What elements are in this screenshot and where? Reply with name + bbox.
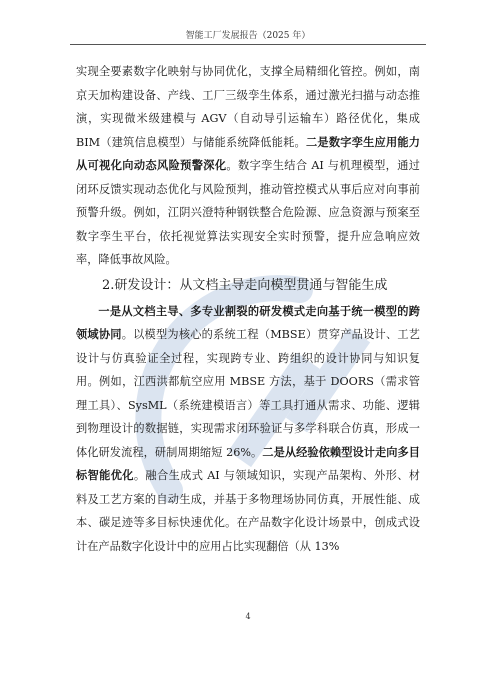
paragraph-text: 。以模型为核心的系统工程（MBSE）贯穿产品设计、工艺设计与仿真验证全过程，实现跨专业、跨组织的设计协同与知识复用。例如，江西洪都航空应用 MBSE 方法，基于 DOORS（需求管理工具）、SysML（系统建模语言）等工具打通从需求、功能、逻辑到物理设计的数据链，实现需求闭环验证与多学科联合仿真，形成一体化研发流程，研制周期缩短 26%。: [76, 328, 420, 459]
paragraph-rd-design: [76, 300, 420, 559]
paragraph-digital-twin: [76, 60, 420, 272]
paragraph-text: 。融合生成式 AI 与领域知识，实现产品架构、外形、材料及工艺方案的自动生成，并基于多物理场协同仿真，开展性能、成本、碳足迹等多目标快速优化。在产品数字化设计场景中，创成式设计在产品数字化设计中的应用占比实现翻倍（从 13%: [76, 469, 420, 553]
page-header: 智能工厂发展报告（2025 年）: [185, 31, 311, 41]
bold-lead: 一是从文档主导、多专业割裂的研发模式走向基于统一模型的跨领域协同: [76, 304, 420, 341]
bold-lead: 二是数字孪生应用能力从可视化向动态风险预警深化: [76, 135, 420, 172]
section-heading: 2.研发设计：从文档主导走向模型贯通与智能生成: [102, 277, 388, 293]
bold-lead: 二是从经验依赖型设计走向多目标智能优化: [76, 445, 420, 482]
paragraph-text: 。数字孪生结合 AI 与机理模型，通过闭环反馈实现动态优化与风险预判，推动管控模式从事后应对向事前预警升级。例如，江阴兴澄特种钢铁整合危险源、应急资源与预案至数字孪生平台，依托视觉算法实现安全实时预警，提升应急响应效率，降低事故风险。: [76, 159, 420, 266]
paragraph-text: 实现全要素数字化映射与协同优化，支撑全局精细化管控。例如，南京天加构建设备、产线、工厂三级孪生体系，通过激光扫描与动态推演，实现微米级建模与 AGV（自动导引运输车）路径优化，集成 BIM（建筑信息模型）与储能系统降低能耗。: [76, 65, 420, 149]
page-number: 4: [245, 612, 251, 621]
main-content: [76, 60, 420, 558]
header-rule: [70, 44, 426, 45]
